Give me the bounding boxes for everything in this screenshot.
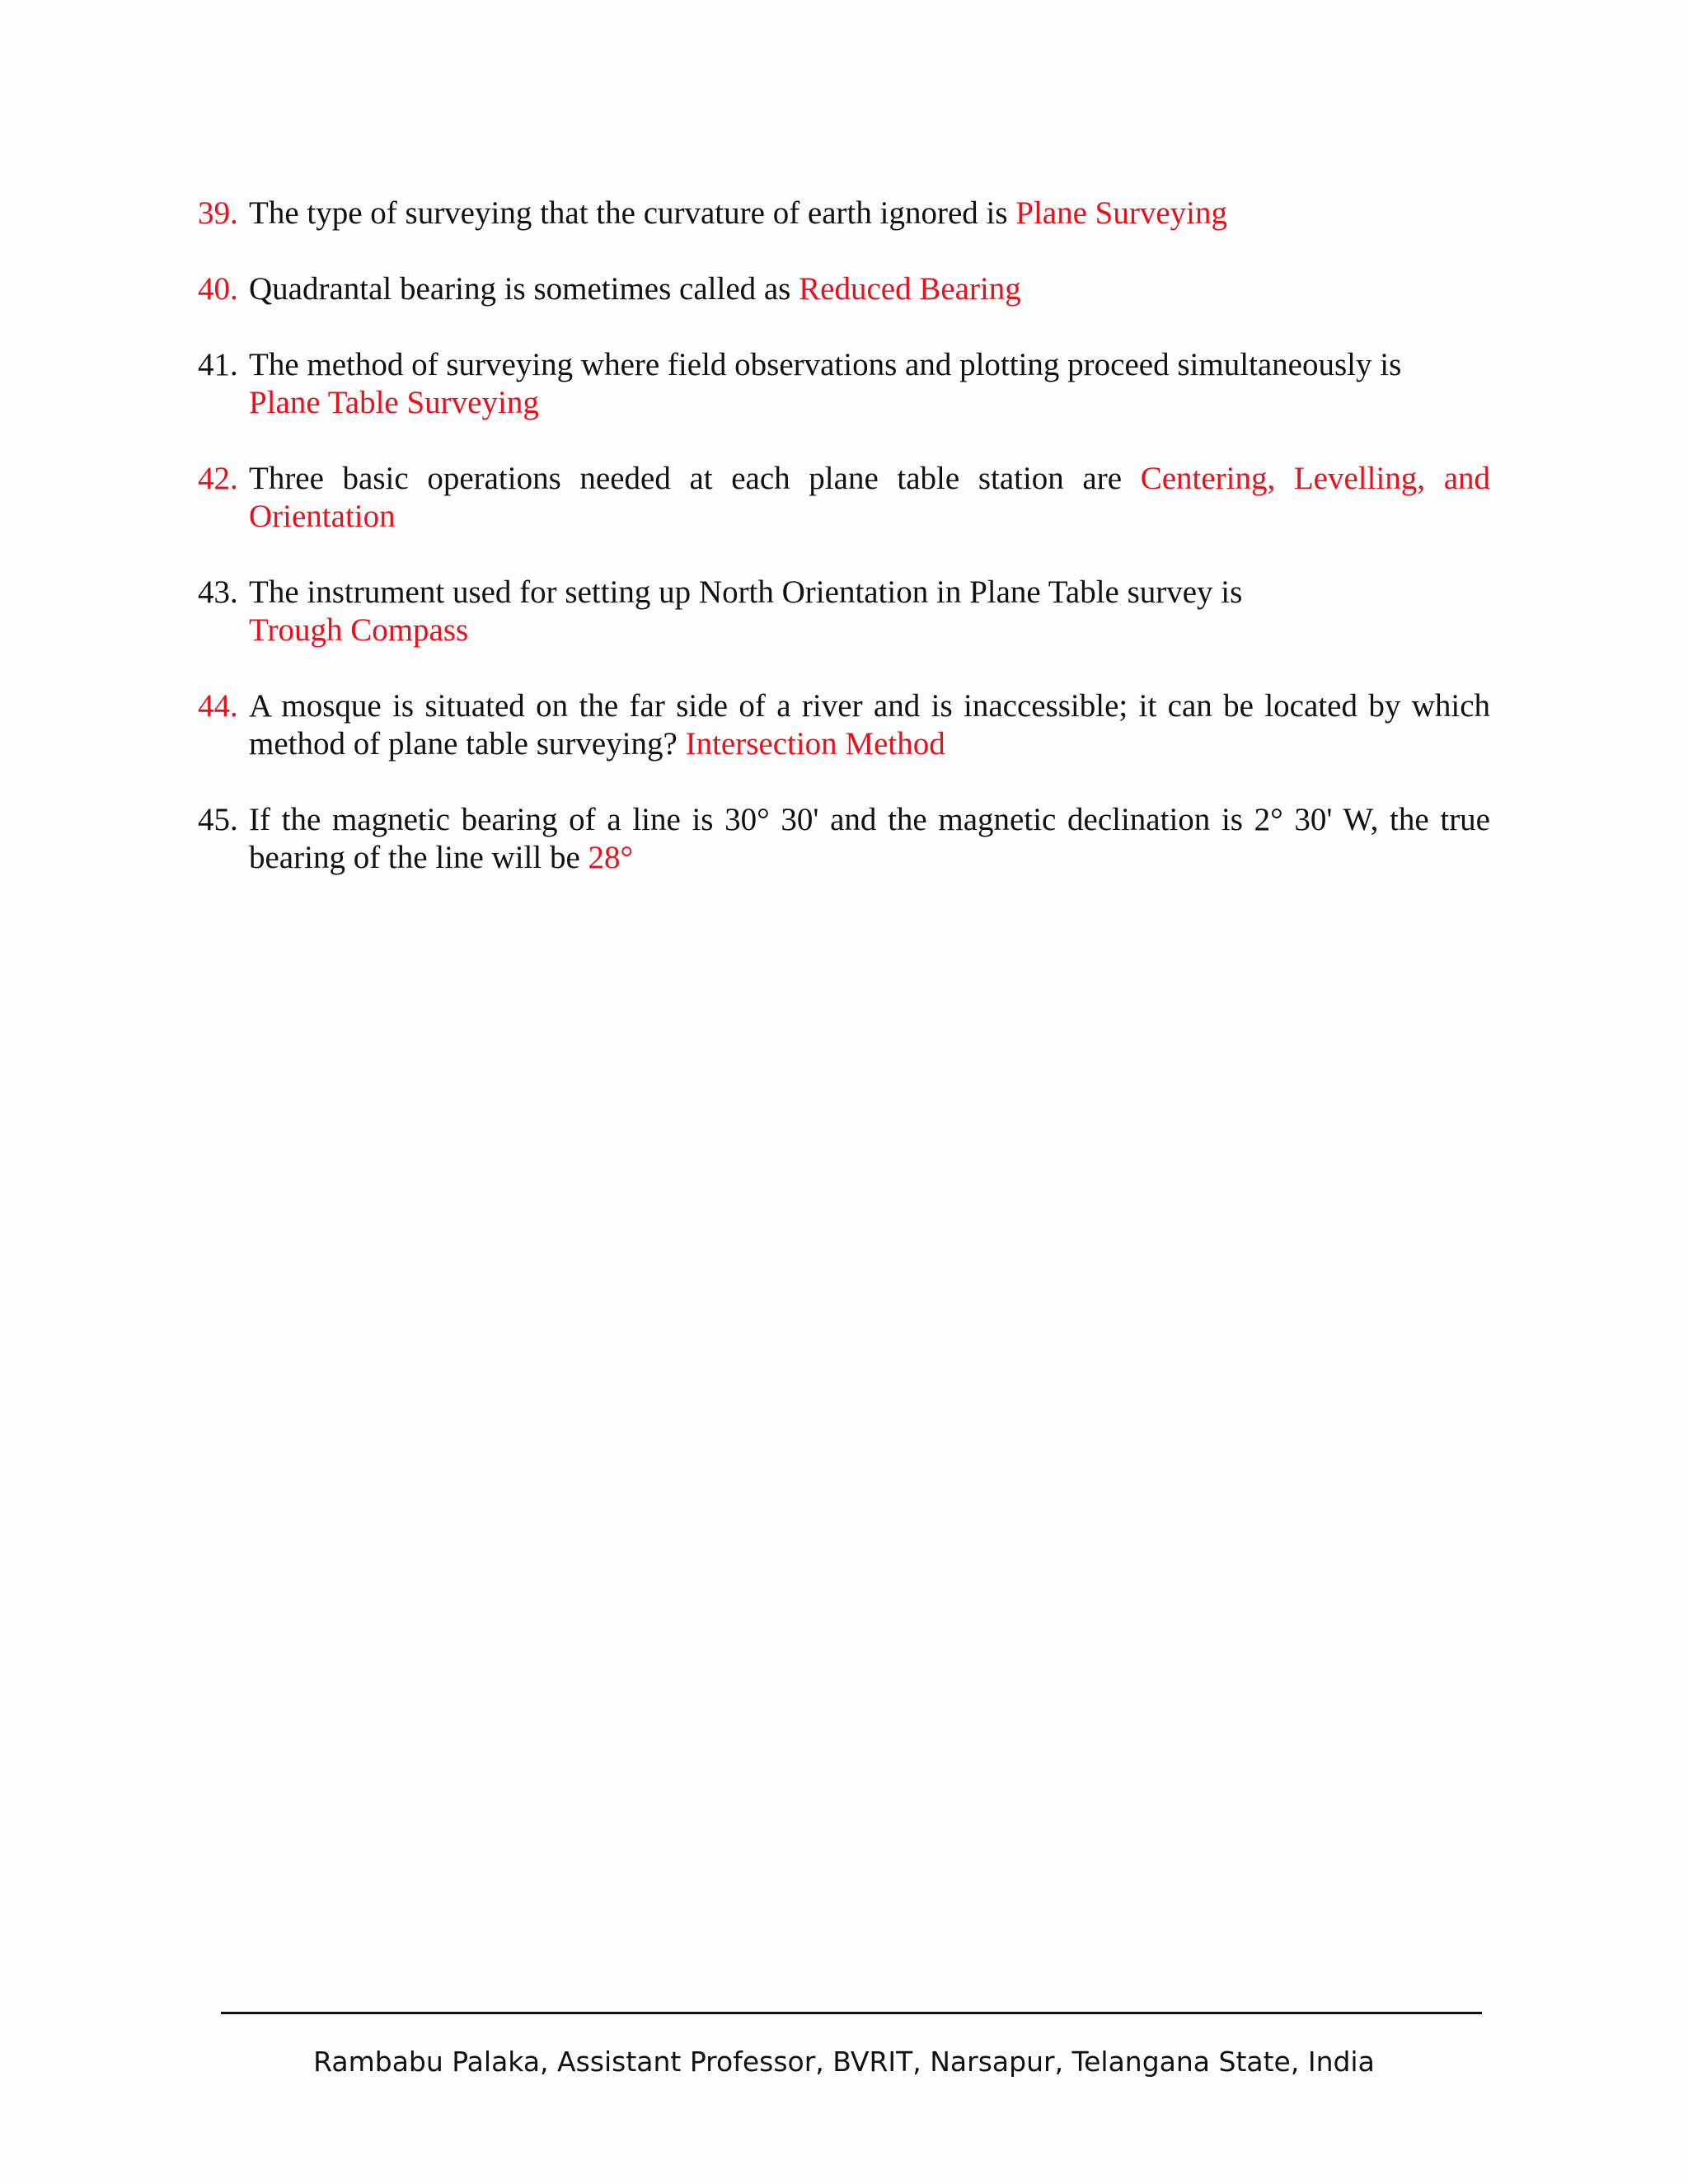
footer-text: Rambabu Palaka, Assistant Professor, BVRIT, Narsapur, Telangana State, India [313, 2046, 1375, 2078]
question-number: 39. [198, 195, 238, 231]
question-number: 45. [198, 802, 238, 837]
answer-text: Plane Surveying [1015, 195, 1227, 231]
answer-text: Plane Table Surveying [249, 385, 539, 420]
question-40 [198, 270, 1490, 308]
question-text: The type of surveying that the curvature of earth ignored is [249, 195, 1016, 231]
answer-text: Centering, Levelling, and Orientation [249, 461, 1490, 534]
question-41 [198, 346, 1490, 422]
question-text: Three basic operations needed at each plane table station are [249, 461, 1141, 496]
question-45 [198, 801, 1490, 877]
question-number: 40. [198, 271, 238, 307]
footer-divider [221, 2012, 1482, 2014]
question-39 [198, 194, 1490, 232]
question-number: 43. [198, 574, 238, 610]
question-number: 42. [198, 461, 238, 496]
question-42 [198, 460, 1490, 536]
question-text: If the magnetic bearing of a line is 30° 30' and the magnetic declination is 2° 30' W, the true bearing of the line will be [249, 802, 1490, 875]
question-text: The instrument used for setting up North Orientation in Plane Table survey is [249, 574, 1243, 610]
question-text: The method of surveying where field observations and plotting proceed simultaneously is [249, 347, 1402, 382]
question-text: Quadrantal bearing is sometimes called as [249, 271, 799, 307]
answer-text: Intersection Method [685, 726, 945, 762]
question-number: 44. [198, 688, 238, 724]
question-text: A mosque is situated on the far side of a river and is inaccessible; it can be located by which method of plane table surveying? [249, 688, 1490, 762]
question-43 [198, 574, 1490, 649]
answer-text: 28° [588, 840, 634, 875]
question-list [198, 194, 1490, 915]
question-44 [198, 687, 1490, 763]
question-number: 41. [198, 347, 238, 382]
answer-text: Reduced Bearing [799, 271, 1021, 307]
answer-text: Trough Compass [249, 612, 469, 648]
